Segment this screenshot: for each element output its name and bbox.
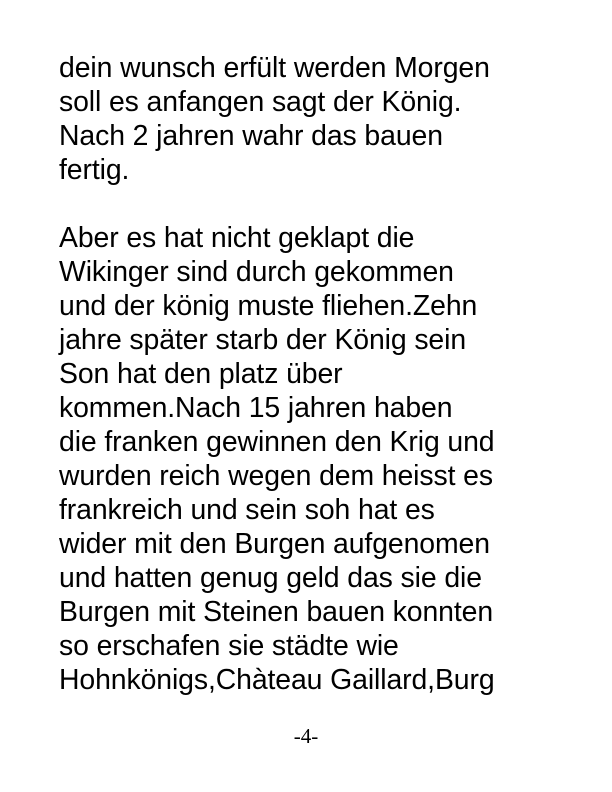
text-line: Burgen mit Steinen bauen konnten bbox=[59, 596, 494, 628]
text-line: und hatten genug geld das sie die bbox=[59, 562, 482, 594]
paragraph-spacer bbox=[59, 187, 589, 221]
text-line: dein wunsch erfült werden Morgen bbox=[59, 52, 490, 84]
text-line: soll es anfangen sagt der König. bbox=[59, 86, 462, 118]
text-line: so erschafen sie städte wie bbox=[59, 630, 399, 662]
body-text bbox=[59, 51, 589, 697]
text-line: Aber es hat nicht geklapt die bbox=[59, 222, 415, 254]
paragraph bbox=[59, 51, 589, 187]
text-line: Wikinger sind durch gekommen bbox=[59, 256, 454, 288]
page-number: -4- bbox=[293, 724, 319, 748]
text-line: frankreich und sein soh hat es bbox=[59, 494, 435, 526]
text-line: jahre später starb der König sein bbox=[59, 324, 467, 356]
text-line: fertig. bbox=[59, 154, 130, 186]
text-line: kommen.Nach 15 jahren haben bbox=[59, 392, 453, 424]
text-line: wider mit den Burgen aufgenomen bbox=[59, 528, 490, 560]
text-line: die franken gewinnen den Krig und bbox=[59, 426, 495, 458]
text-line: Hohnkönigs,Chàteau Gaillard,Burg bbox=[59, 664, 495, 696]
text-line: wurden reich wegen dem heisst es bbox=[59, 460, 493, 492]
text-line: Son hat den platz über bbox=[59, 358, 343, 390]
text-line: Nach 2 jahren wahr das bauen bbox=[59, 120, 443, 152]
paragraph bbox=[59, 221, 589, 697]
text-line: und der könig muste fliehen.Zehn bbox=[59, 290, 478, 322]
